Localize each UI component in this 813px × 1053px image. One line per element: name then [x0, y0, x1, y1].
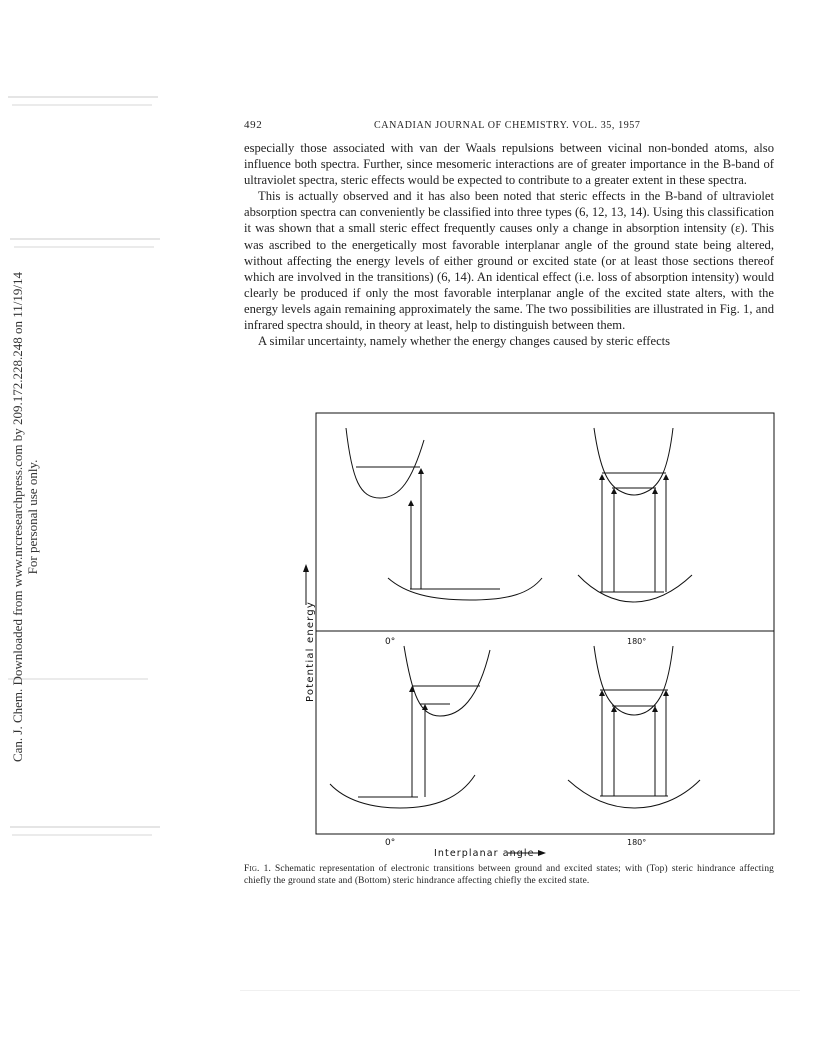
top-right-arrowhead-3	[652, 488, 658, 494]
top-left-excited-curve	[346, 428, 424, 498]
top-right-ground-curve	[578, 575, 692, 602]
top-tick-180: 180°	[627, 637, 647, 646]
bottom-right-ground-curve	[568, 780, 700, 808]
bottom-left-arrowhead-2	[422, 704, 428, 710]
bottom-tick-0: 0°	[385, 838, 396, 848]
figure-frame	[316, 413, 774, 834]
watermark-line-2: For personal use only.	[25, 459, 40, 575]
figure-caption	[244, 864, 774, 887]
download-watermark	[10, 257, 40, 777]
paragraph-1: especially those associated with van der Waals repulsions between vicinal non-bonded atoms, also influence both spectra. Further, since mesomeric interactions are of greater importance in the B-band of ultraviolet spectra, steric effects would be expected to contribute to a greater extent in these spectra.	[244, 141, 774, 188]
top-right-arrowhead-1	[599, 474, 605, 480]
y-axis-label: Potential energy	[305, 600, 316, 702]
bottom-left-excited-curve	[404, 646, 490, 716]
bottom-left-arrowhead-1	[409, 686, 415, 692]
top-right-arrowhead-4	[663, 474, 669, 480]
caption-label: Fig. 1.	[244, 864, 271, 874]
caption-text: Schematic representation of electronic transitions between ground and excited states; with (Top) steric hindrance affecting chiefly the ground state and (Bottom) steric hindrance affecting chiefly the excited state.	[244, 864, 774, 886]
x-axis-label: Interplanar angle	[434, 848, 535, 859]
paragraph-3: A similar uncertainty, namely whether the energy changes caused by steric effects	[258, 334, 671, 349]
watermark-line-1: Can. J. Chem. Downloaded from www.nrcresearchpress.com by 209.172.228.248 on 11/19/14	[10, 271, 25, 763]
y-axis-arrowhead	[303, 564, 309, 572]
paragraph-2: This is actually observed and it has also been noted that steric effects in the B-band of ultraviolet absorption spectra can conveniently be classified into three types (6, 12, 13, 14). Using this classification it was shown that a small steric effect frequently causes only a change in absorption intensity (ε). This was ascribed to the energetically most favorable interplanar angle of the ground state being altered, without affecting the energy levels of either ground or excited state (or at least those sections thereof which are involved in the transitions) (6, 14). An identical effect (i.e. loss of absorption intensity) would clearly be produced if only the most favorable interplanar angle of the excited state alters, with the energy levels again remaining approximately the same. The two possibilities are illustrated in Fig. 1, and infrared spectra should, in theory at least, help to distinguish between them.	[244, 189, 774, 333]
bottom-tick-180: 180°	[627, 838, 647, 847]
x-axis-arrowhead	[538, 850, 546, 856]
running-header	[244, 119, 774, 133]
bottom-left-ground-curve	[330, 775, 475, 808]
bottom-right-excited-curve	[594, 646, 673, 715]
top-right-excited-curve	[594, 428, 673, 495]
page-number: 492	[244, 119, 263, 131]
top-left-arrowhead-2	[418, 468, 424, 474]
bottom-right-arrowhead-4	[663, 690, 669, 696]
figure-1-diagram	[300, 410, 780, 860]
bottom-right-arrowhead-2	[611, 706, 617, 712]
journal-title: CANADIAN JOURNAL OF CHEMISTRY. VOL. 35, 1957	[374, 120, 641, 131]
top-left-arrowhead-1	[408, 500, 414, 506]
top-tick-0: 0°	[385, 637, 396, 647]
body-text	[244, 140, 774, 349]
